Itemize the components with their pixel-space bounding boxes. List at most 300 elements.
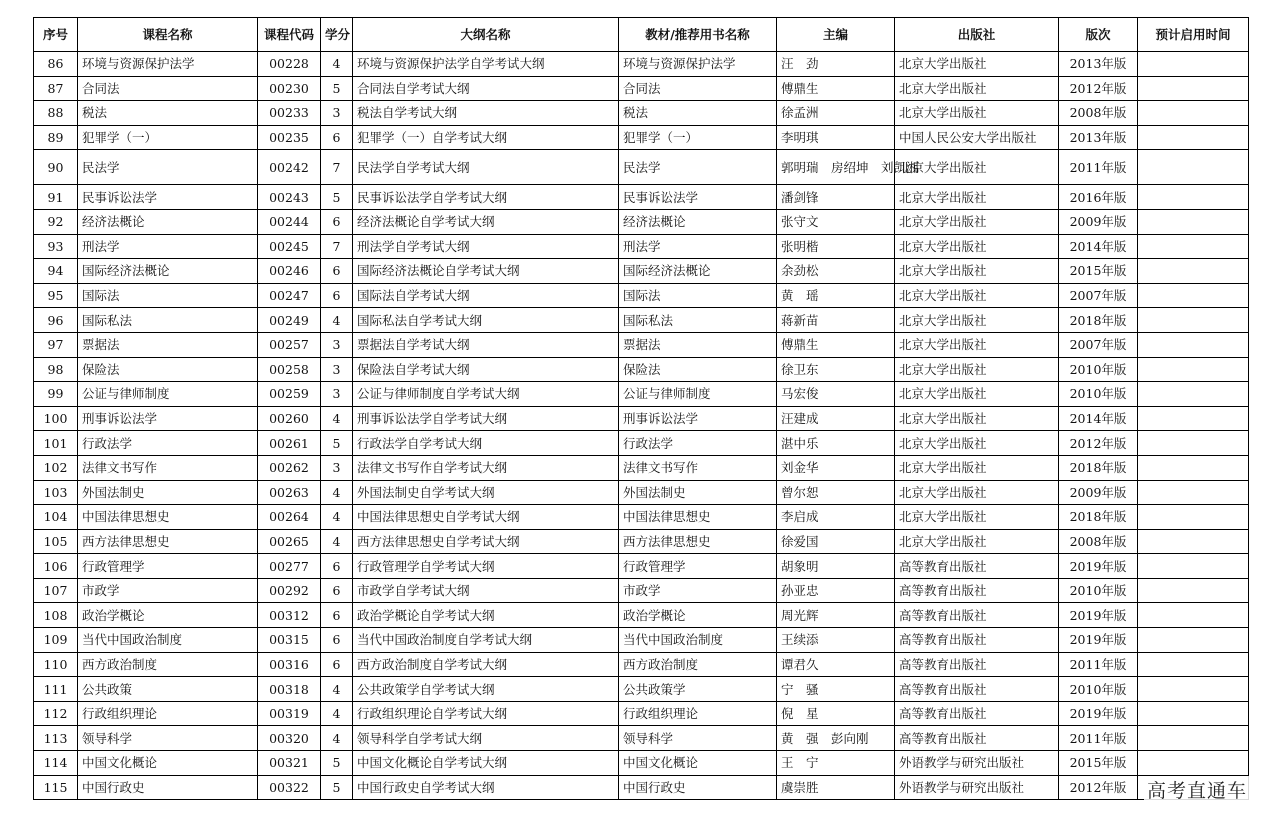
cell-editor: 胡象明 (777, 554, 895, 579)
cell-course-name: 公共政策 (78, 677, 258, 702)
cell-credits: 4 (321, 308, 353, 333)
table-row (34, 701, 1249, 726)
cell-textbook-name: 民事诉讼法学 (619, 185, 777, 210)
cell-credits: 6 (321, 554, 353, 579)
cell-syllabus-name: 市政学自学考试大纲 (353, 578, 619, 603)
cell-edition: 2019年版 (1059, 554, 1138, 579)
cell-publisher: 北京大学出版社 (895, 308, 1059, 333)
cell-credits: 6 (321, 628, 353, 653)
cell-syllabus-name: 中国行政史自学考试大纲 (353, 775, 619, 800)
cell-textbook-name: 公共政策学 (619, 677, 777, 702)
cell-serial: 113 (34, 726, 78, 751)
cell-start-time (1138, 185, 1249, 210)
cell-editor: 李明琪 (777, 125, 895, 150)
cell-edition: 2011年版 (1059, 726, 1138, 751)
cell-publisher: 高等教育出版社 (895, 726, 1059, 751)
table-row (34, 529, 1249, 554)
cell-edition: 2013年版 (1059, 125, 1138, 150)
cell-start-time (1138, 332, 1249, 357)
cell-textbook-name: 行政组织理论 (619, 701, 777, 726)
cell-editor: 徐爱国 (777, 529, 895, 554)
table-row (34, 505, 1249, 530)
cell-edition: 2012年版 (1059, 775, 1138, 800)
cell-credits: 5 (321, 431, 353, 456)
cell-serial: 107 (34, 578, 78, 603)
cell-start-time (1138, 529, 1249, 554)
cell-edition: 2019年版 (1059, 701, 1138, 726)
cell-editor: 余劲松 (777, 259, 895, 284)
cell-course-name: 西方政治制度 (78, 652, 258, 677)
cell-syllabus-name: 公证与律师制度自学考试大纲 (353, 382, 619, 407)
cell-textbook-name: 公证与律师制度 (619, 382, 777, 407)
cell-course-name: 民法学 (78, 150, 258, 185)
cell-start-time (1138, 259, 1249, 284)
cell-credits: 4 (321, 677, 353, 702)
cell-syllabus-name: 国际法自学考试大纲 (353, 283, 619, 308)
cell-syllabus-name: 合同法自学考试大纲 (353, 76, 619, 101)
header-start-time: 预计启用时间 (1138, 18, 1249, 52)
cell-syllabus-name: 中国法律思想史自学考试大纲 (353, 505, 619, 530)
cell-start-time (1138, 52, 1249, 77)
cell-publisher: 高等教育出版社 (895, 554, 1059, 579)
cell-credits: 7 (321, 150, 353, 185)
cell-start-time (1138, 357, 1249, 382)
cell-syllabus-name: 国际私法自学考试大纲 (353, 308, 619, 333)
cell-course-name: 中国行政史 (78, 775, 258, 800)
cell-textbook-name: 市政学 (619, 578, 777, 603)
cell-edition: 2018年版 (1059, 505, 1138, 530)
cell-publisher: 北京大学出版社 (895, 52, 1059, 77)
table-row (34, 603, 1249, 628)
cell-syllabus-name: 刑事诉讼法学自学考试大纲 (353, 406, 619, 431)
cell-textbook-name: 当代中国政治制度 (619, 628, 777, 653)
cell-course-code: 00243 (258, 185, 321, 210)
table-row (34, 751, 1249, 776)
cell-credits: 4 (321, 480, 353, 505)
cell-textbook-name: 中国法律思想史 (619, 505, 777, 530)
table-row (34, 101, 1249, 126)
table-row (34, 628, 1249, 653)
cell-syllabus-name: 民法学自学考试大纲 (353, 150, 619, 185)
header-textbook-name: 教材/推荐用书名称 (619, 18, 777, 52)
cell-course-name: 国际经济法概论 (78, 259, 258, 284)
cell-course-code: 00263 (258, 480, 321, 505)
table-row (34, 726, 1249, 751)
table-header-row (34, 18, 1249, 52)
cell-course-name: 政治学概论 (78, 603, 258, 628)
cell-textbook-name: 国际私法 (619, 308, 777, 333)
cell-course-name: 保险法 (78, 357, 258, 382)
cell-publisher: 北京大学出版社 (895, 455, 1059, 480)
cell-start-time (1138, 209, 1249, 234)
cell-edition: 2015年版 (1059, 259, 1138, 284)
cell-edition: 2018年版 (1059, 455, 1138, 480)
cell-course-name: 行政法学 (78, 431, 258, 456)
cell-syllabus-name: 环境与资源保护法学自学考试大纲 (353, 52, 619, 77)
cell-editor: 虞崇胜 (777, 775, 895, 800)
watermark-logo: 高考直通车 (1144, 776, 1250, 803)
cell-serial: 102 (34, 455, 78, 480)
cell-serial: 100 (34, 406, 78, 431)
cell-course-code: 00319 (258, 701, 321, 726)
cell-course-name: 环境与资源保护法学 (78, 52, 258, 77)
cell-course-name: 经济法概论 (78, 209, 258, 234)
cell-credits: 7 (321, 234, 353, 259)
cell-edition: 2016年版 (1059, 185, 1138, 210)
table-row (34, 357, 1249, 382)
cell-edition: 2011年版 (1059, 150, 1138, 185)
cell-syllabus-name: 当代中国政治制度自学考试大纲 (353, 628, 619, 653)
cell-course-name: 行政管理学 (78, 554, 258, 579)
cell-course-name: 当代中国政治制度 (78, 628, 258, 653)
cell-course-name: 西方法律思想史 (78, 529, 258, 554)
cell-syllabus-name: 税法自学考试大纲 (353, 101, 619, 126)
cell-editor: 王续添 (777, 628, 895, 653)
header-credits: 学分 (321, 18, 353, 52)
cell-publisher: 北京大学出版社 (895, 259, 1059, 284)
cell-syllabus-name: 票据法自学考试大纲 (353, 332, 619, 357)
cell-credits: 6 (321, 578, 353, 603)
cell-textbook-name: 国际法 (619, 283, 777, 308)
cell-editor: 曾尔恕 (777, 480, 895, 505)
table-row (34, 382, 1249, 407)
cell-credits: 5 (321, 185, 353, 210)
table-row (34, 652, 1249, 677)
cell-serial: 98 (34, 357, 78, 382)
cell-serial: 89 (34, 125, 78, 150)
cell-publisher: 北京大学出版社 (895, 332, 1059, 357)
table-row (34, 554, 1249, 579)
table-row (34, 677, 1249, 702)
cell-serial: 108 (34, 603, 78, 628)
table-row (34, 480, 1249, 505)
cell-start-time (1138, 308, 1249, 333)
cell-course-code: 00228 (258, 52, 321, 77)
cell-credits: 4 (321, 529, 353, 554)
cell-credits: 3 (321, 101, 353, 126)
cell-syllabus-name: 法律文书写作自学考试大纲 (353, 455, 619, 480)
cell-serial: 87 (34, 76, 78, 101)
cell-syllabus-name: 西方政治制度自学考试大纲 (353, 652, 619, 677)
cell-serial: 93 (34, 234, 78, 259)
cell-syllabus-name: 经济法概论自学考试大纲 (353, 209, 619, 234)
header-editor: 主编 (777, 18, 895, 52)
cell-credits: 4 (321, 701, 353, 726)
cell-credits: 4 (321, 505, 353, 530)
cell-serial: 95 (34, 283, 78, 308)
cell-edition: 2015年版 (1059, 751, 1138, 776)
cell-serial: 92 (34, 209, 78, 234)
cell-publisher: 北京大学出版社 (895, 529, 1059, 554)
cell-editor: 汪 劲 (777, 52, 895, 77)
cell-serial: 111 (34, 677, 78, 702)
cell-credits: 6 (321, 259, 353, 284)
cell-edition: 2019年版 (1059, 628, 1138, 653)
cell-start-time (1138, 628, 1249, 653)
table-row (34, 52, 1249, 77)
cell-serial: 99 (34, 382, 78, 407)
cell-course-code: 00316 (258, 652, 321, 677)
cell-course-code: 00242 (258, 150, 321, 185)
cell-publisher: 北京大学出版社 (895, 480, 1059, 505)
cell-course-code: 00257 (258, 332, 321, 357)
cell-publisher: 北京大学出版社 (895, 101, 1059, 126)
cell-credits: 4 (321, 406, 353, 431)
cell-editor: 宁 骚 (777, 677, 895, 702)
cell-course-code: 00322 (258, 775, 321, 800)
cell-course-code: 00233 (258, 101, 321, 126)
cell-editor: 刘金华 (777, 455, 895, 480)
cell-publisher: 外语教学与研究出版社 (895, 751, 1059, 776)
cell-syllabus-name: 保险法自学考试大纲 (353, 357, 619, 382)
cell-course-name: 合同法 (78, 76, 258, 101)
cell-course-name: 法律文书写作 (78, 455, 258, 480)
table-body (34, 52, 1249, 800)
cell-textbook-name: 税法 (619, 101, 777, 126)
cell-publisher: 北京大学出版社 (895, 185, 1059, 210)
cell-textbook-name: 行政管理学 (619, 554, 777, 579)
cell-course-code: 00244 (258, 209, 321, 234)
cell-editor: 徐卫东 (777, 357, 895, 382)
cell-start-time (1138, 382, 1249, 407)
cell-serial: 112 (34, 701, 78, 726)
cell-textbook-name: 刑事诉讼法学 (619, 406, 777, 431)
cell-start-time (1138, 480, 1249, 505)
cell-syllabus-name: 西方法律思想史自学考试大纲 (353, 529, 619, 554)
cell-course-name: 领导科学 (78, 726, 258, 751)
cell-textbook-name: 行政法学 (619, 431, 777, 456)
table-row (34, 185, 1249, 210)
cell-credits: 6 (321, 652, 353, 677)
table-row (34, 125, 1249, 150)
cell-serial: 106 (34, 554, 78, 579)
cell-credits: 4 (321, 726, 353, 751)
cell-edition: 2010年版 (1059, 578, 1138, 603)
cell-textbook-name: 中国文化概论 (619, 751, 777, 776)
cell-textbook-name: 西方法律思想史 (619, 529, 777, 554)
cell-textbook-name: 民法学 (619, 150, 777, 185)
cell-course-name: 外国法制史 (78, 480, 258, 505)
header-edition: 版次 (1059, 18, 1138, 52)
cell-start-time (1138, 406, 1249, 431)
cell-publisher: 北京大学出版社 (895, 357, 1059, 382)
header-course-code: 课程代码 (258, 18, 321, 52)
cell-start-time (1138, 125, 1249, 150)
cell-start-time (1138, 234, 1249, 259)
cell-edition: 2007年版 (1059, 332, 1138, 357)
cell-course-code: 00265 (258, 529, 321, 554)
cell-start-time (1138, 455, 1249, 480)
cell-serial: 96 (34, 308, 78, 333)
cell-serial: 88 (34, 101, 78, 126)
cell-serial: 105 (34, 529, 78, 554)
table-row (34, 332, 1249, 357)
cell-editor: 湛中乐 (777, 431, 895, 456)
cell-course-code: 00292 (258, 578, 321, 603)
cell-publisher: 高等教育出版社 (895, 701, 1059, 726)
cell-course-code: 00246 (258, 259, 321, 284)
table-row (34, 283, 1249, 308)
cell-textbook-name: 西方政治制度 (619, 652, 777, 677)
cell-edition: 2009年版 (1059, 209, 1138, 234)
table-row (34, 578, 1249, 603)
cell-credits: 5 (321, 76, 353, 101)
cell-edition: 2008年版 (1059, 529, 1138, 554)
cell-editor: 傅鼎生 (777, 76, 895, 101)
header-serial: 序号 (34, 18, 78, 52)
cell-credits: 4 (321, 52, 353, 77)
cell-course-code: 00230 (258, 76, 321, 101)
cell-publisher: 高等教育出版社 (895, 578, 1059, 603)
cell-start-time (1138, 76, 1249, 101)
cell-start-time (1138, 283, 1249, 308)
cell-publisher: 北京大学出版社 (895, 406, 1059, 431)
cell-credits: 6 (321, 125, 353, 150)
cell-course-name: 中国法律思想史 (78, 505, 258, 530)
header-syllabus-name: 大纲名称 (353, 18, 619, 52)
cell-syllabus-name: 行政管理学自学考试大纲 (353, 554, 619, 579)
header-course-name: 课程名称 (78, 18, 258, 52)
table-row (34, 76, 1249, 101)
cell-course-code: 00320 (258, 726, 321, 751)
cell-publisher: 北京大学出版社 (895, 505, 1059, 530)
cell-editor: 傅鼎生 (777, 332, 895, 357)
cell-textbook-name: 国际经济法概论 (619, 259, 777, 284)
cell-start-time (1138, 431, 1249, 456)
cell-editor: 孙亚忠 (777, 578, 895, 603)
cell-syllabus-name: 公共政策学自学考试大纲 (353, 677, 619, 702)
cell-textbook-name: 保险法 (619, 357, 777, 382)
table-row (34, 209, 1249, 234)
cell-course-code: 00262 (258, 455, 321, 480)
cell-course-code: 00247 (258, 283, 321, 308)
cell-course-name: 票据法 (78, 332, 258, 357)
cell-textbook-name: 犯罪学（一） (619, 125, 777, 150)
header-publisher: 出版社 (895, 18, 1059, 52)
cell-publisher: 北京大学出版社 (895, 234, 1059, 259)
cell-start-time (1138, 677, 1249, 702)
cell-course-code: 00277 (258, 554, 321, 579)
cell-editor: 倪 星 (777, 701, 895, 726)
cell-publisher: 外语教学与研究出版社 (895, 775, 1059, 800)
cell-edition: 2010年版 (1059, 677, 1138, 702)
cell-edition: 2019年版 (1059, 603, 1138, 628)
cell-syllabus-name: 刑法学自学考试大纲 (353, 234, 619, 259)
cell-serial: 90 (34, 150, 78, 185)
cell-edition: 2013年版 (1059, 52, 1138, 77)
cell-syllabus-name: 国际经济法概论自学考试大纲 (353, 259, 619, 284)
cell-syllabus-name: 外国法制史自学考试大纲 (353, 480, 619, 505)
table-row (34, 431, 1249, 456)
cell-serial: 101 (34, 431, 78, 456)
cell-serial: 115 (34, 775, 78, 800)
cell-textbook-name: 刑法学 (619, 234, 777, 259)
cell-edition: 2009年版 (1059, 480, 1138, 505)
cell-edition: 2007年版 (1059, 283, 1138, 308)
cell-editor: 黄 强 彭向刚 (777, 726, 895, 751)
cell-editor: 周光辉 (777, 603, 895, 628)
cell-editor: 王 宁 (777, 751, 895, 776)
cell-serial: 97 (34, 332, 78, 357)
cell-syllabus-name: 中国文化概论自学考试大纲 (353, 751, 619, 776)
cell-serial: 110 (34, 652, 78, 677)
cell-start-time (1138, 101, 1249, 126)
cell-serial: 114 (34, 751, 78, 776)
cell-editor: 李启成 (777, 505, 895, 530)
cell-credits: 6 (321, 283, 353, 308)
cell-credits: 6 (321, 209, 353, 234)
cell-course-code: 00259 (258, 382, 321, 407)
cell-start-time (1138, 701, 1249, 726)
cell-editor: 徐孟洲 (777, 101, 895, 126)
cell-start-time (1138, 554, 1249, 579)
cell-credits: 6 (321, 603, 353, 628)
cell-textbook-name: 票据法 (619, 332, 777, 357)
cell-edition: 2012年版 (1059, 431, 1138, 456)
table-row (34, 259, 1249, 284)
cell-course-code: 00260 (258, 406, 321, 431)
cell-textbook-name: 经济法概论 (619, 209, 777, 234)
cell-start-time (1138, 652, 1249, 677)
cell-publisher: 高等教育出版社 (895, 603, 1059, 628)
cell-textbook-name: 领导科学 (619, 726, 777, 751)
cell-course-name: 国际私法 (78, 308, 258, 333)
cell-serial: 103 (34, 480, 78, 505)
cell-credits: 3 (321, 332, 353, 357)
table-row (34, 234, 1249, 259)
cell-publisher: 北京大学出版社 (895, 209, 1059, 234)
cell-start-time (1138, 578, 1249, 603)
cell-course-name: 税法 (78, 101, 258, 126)
cell-course-name: 民事诉讼法学 (78, 185, 258, 210)
cell-course-code: 00321 (258, 751, 321, 776)
cell-course-code: 00261 (258, 431, 321, 456)
cell-textbook-name: 政治学概论 (619, 603, 777, 628)
cell-course-name: 刑事诉讼法学 (78, 406, 258, 431)
cell-textbook-name: 外国法制史 (619, 480, 777, 505)
cell-editor: 汪建成 (777, 406, 895, 431)
cell-edition: 2018年版 (1059, 308, 1138, 333)
cell-publisher: 高等教育出版社 (895, 628, 1059, 653)
table-row (34, 406, 1249, 431)
cell-course-name: 行政组织理论 (78, 701, 258, 726)
cell-publisher: 高等教育出版社 (895, 677, 1059, 702)
cell-course-code: 00315 (258, 628, 321, 653)
cell-syllabus-name: 民事诉讼法学自学考试大纲 (353, 185, 619, 210)
cell-credits: 3 (321, 357, 353, 382)
cell-course-name: 国际法 (78, 283, 258, 308)
cell-credits: 5 (321, 751, 353, 776)
cell-syllabus-name: 行政组织理论自学考试大纲 (353, 701, 619, 726)
cell-textbook-name: 环境与资源保护法学 (619, 52, 777, 77)
cell-credits: 3 (321, 455, 353, 480)
cell-course-name: 刑法学 (78, 234, 258, 259)
cell-editor: 郭明瑞 房绍坤 刘凯湘 (777, 150, 895, 185)
cell-publisher: 北京大学出版社 (895, 76, 1059, 101)
cell-edition: 2010年版 (1059, 382, 1138, 407)
cell-course-name: 犯罪学（一） (78, 125, 258, 150)
cell-editor: 潘剑锋 (777, 185, 895, 210)
cell-publisher: 高等教育出版社 (895, 652, 1059, 677)
cell-edition: 2014年版 (1059, 406, 1138, 431)
cell-edition: 2014年版 (1059, 234, 1138, 259)
cell-publisher: 北京大学出版社 (895, 431, 1059, 456)
cell-edition: 2011年版 (1059, 652, 1138, 677)
table-row (34, 455, 1249, 480)
cell-publisher: 北京大学出版社 (895, 382, 1059, 407)
cell-credits: 5 (321, 775, 353, 800)
cell-textbook-name: 合同法 (619, 76, 777, 101)
